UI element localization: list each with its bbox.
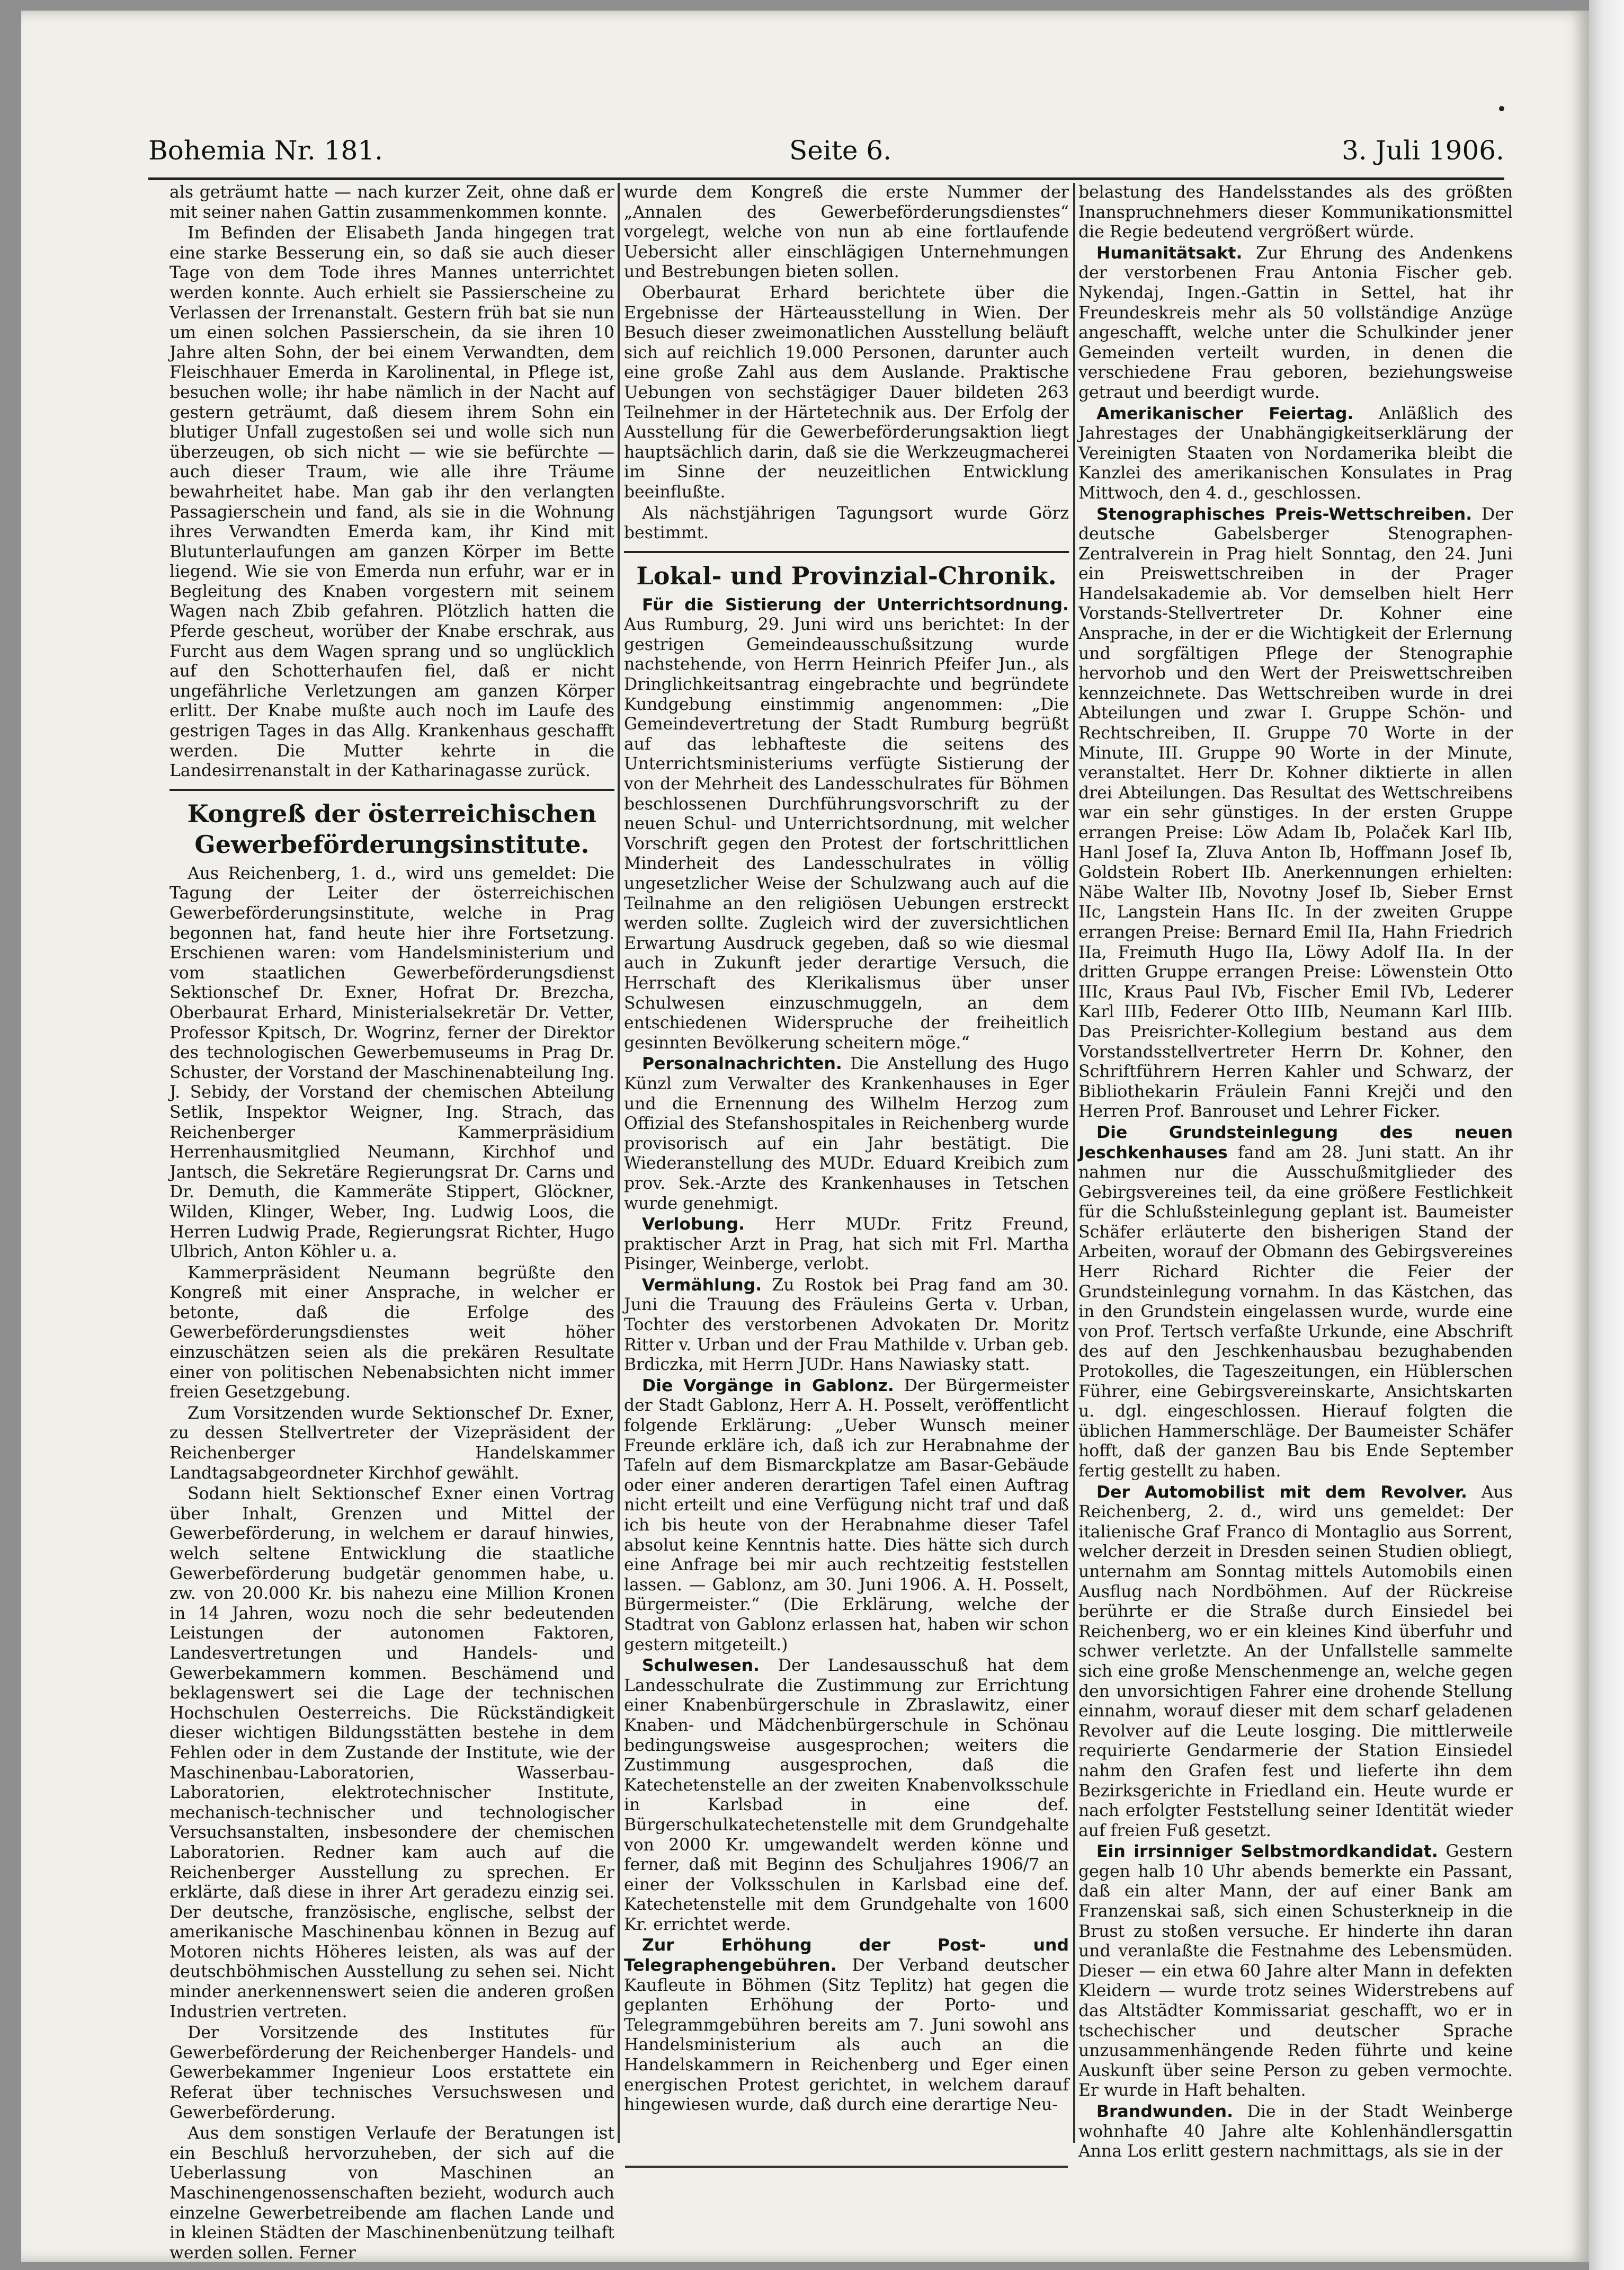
article-text: Aus dem sonstigen Verlaufe der Beratungen ist ein Beschluß hervorzuheben, der sich auf die Ueberlassung von Maschinen an Maschinengenossenschaften bezieht, wodurch auch einzelne Gewerbetreibende am flachen Lande und in kleinen Städten der Maschinenbenützung teilhaft werden sollen. Ferner <box>169 2124 614 2263</box>
article-paragraph <box>1078 1123 1513 1482</box>
section-rule <box>169 789 614 791</box>
article-text: Gestern gegen halb 10 Uhr abends bemerkte ein Passant, daß ein alter Mann, der auf einer Bank am Franzenskai saß, sich einen Schusterkneip in die Brust zu stoßen versuche. Er hinderte ihn daran und veranlaßte die Festnahme des Lebensmüden. Dieser — ein etwa 60 Jahre alter Mann in defekten Kleidern — wurde trotz seines Widerstrebens auf das Altstädter Kommissariat geschafft, wo er in tschechischer und deutscher Sprache unzusammenhängende Reden führte und keine Auskunft über seine Person zu geben vermochte. Er wurde in Haft behalten. <box>1078 1842 1513 2100</box>
article-paragraph <box>1078 183 1513 243</box>
column-3 <box>1078 183 1513 2164</box>
article-paragraph <box>169 1263 614 1403</box>
page-header <box>148 135 1504 177</box>
article-headline: Verlobung. <box>642 1215 745 1234</box>
article-text: wurde dem Kongreß die erste Nummer der „Annalen des Gewerbeförderungsdienstes“ vorgelegt, welche von nun ab eine fortlaufende Uebersicht aller einschlägigen Unternehmungen und Bestrebungen bieten sollen. <box>624 183 1069 282</box>
article-paragraph <box>169 224 614 781</box>
section-rule <box>624 551 1069 553</box>
article-headline: Amerikanischer Feiertag. <box>1096 404 1354 423</box>
section-heading: Lokal- und Provinzial-Chronik. <box>636 561 1057 590</box>
article-text: Zum Vorsitzenden wurde Sektionschef Dr. Exner, zu dessen Stellvertreter der Vizepräsident der Reichenberger Handelskammer Landtagsabgeordneter Kirchhof gewählt. <box>169 1403 614 1483</box>
column-1 <box>169 183 614 2263</box>
article-text: als geträumt hatte — nach kurzer Zeit, ohne daß er mit seiner nahen Gattin zusammenkommen konnte. <box>169 183 614 222</box>
article-paragraph <box>624 1276 1069 1375</box>
header-masthead: Bohemia Nr. 181. <box>148 135 383 166</box>
article-paragraph <box>624 283 1069 503</box>
article-text: Der Verband deutscher Kaufleute in Böhmen (Sitz Teplitz) hat gegen die geplanten Erhöhung der Porto- und Telegrammgebühren bereits am 7. Juni sowohl ans Handelsministerium als auch an die Handelskammern in Reichenberg und Eger einen energischen Protest gerichtet, in welchem darauf hingewiesen wurde, daß durch eine derartige Neu- <box>624 1956 1069 2115</box>
article-paragraph <box>169 1404 614 1483</box>
article-headline: Die Vorgänge in Gablonz. <box>642 1376 894 1395</box>
article-paragraph <box>169 183 614 222</box>
article-paragraph <box>624 1376 1069 1655</box>
article-headline: Personalnachrichten. <box>642 1054 842 1074</box>
article-paragraph <box>624 1215 1069 1275</box>
header-rule <box>148 177 1504 180</box>
article-text: Oberbaurat Erhard berichtete über die Ergebnisse der Härteausstellung in Wien. Der Besuch dieser zweimonatlichen Ausstellung beläuft sich auf reichlich 19.000 Personen, darunter auch eine große Zahl aus dem Auslande. Praktische Uebungen von sechstägiger Dauer bildeten 263 Teilnehmer in der Härtetechnik aus. Der Erfolg der Ausstellung für die Gewerbeförderungsaktion liegt hauptsächlich darin, daß sie die Werkzeugmacherei im Sinne der neuzeitlichen Entwicklung beeinflußte. <box>624 283 1069 502</box>
article-paragraph <box>624 1054 1069 1214</box>
article-paragraph <box>1078 404 1513 504</box>
column-divider <box>1073 183 1075 2143</box>
page-edge-shadow <box>1589 0 1624 2270</box>
article-paragraph <box>1078 1483 1513 1841</box>
article-text: Sodann hielt Sektionschef Exner einen Vortrag über Inhalt, Grenzen und Mittel der Gewerbeförderung, in welchem er darauf hinwies, welch seltene Entwicklung die staatliche Gewerbeförderung budgetär genommen habe, u. zw. von 20.000 Kr. bis nahezu eine Million Kronen in 14 Jahren, wozu noch die sehr bedeutenden Leistungen der autonomen Faktoren, Landesvertretungen und Handels- und Gewerbekammern kommen. Beschämend und beklagenswert sei die Lage der technischen Hochschulen Oesterreichs. Die Rückständigkeit dieser wichtigen Bildungsstätten bestehe in dem Fehlen oder in dem Zustande der Institute, wie der Maschinenbau-Laboratorien, Wasserbau-Laboratorien, elektrotechnischer Institute, mechanisch-technischer und technologischer Versuchsanstalten, insbesondere der chemischen Laboratorien. Redner kam auch auf die Reichenberger Ausstellung zu sprechen. Er erklärte, daß diese in ihrer Art geradezu einzig sei. Der deutsche, französische, englische, selbst der amerikanische Maschinenbau können in Bezug auf Motoren nichts Höheres leisten, als was auf der deutschböhmischen Ausstellung zu sehen sei. Nicht minder anerkennenswert seien die anderen großen Industrien vertreten. <box>169 1484 614 2022</box>
article-text: Der Vorsitzende des Institutes für Gewerbeförderung der Reichenberger Handels- und Gewerbekammer Ingenieur Loos erstattete ein Referat über technisches Versuchswesen und Gewerbeförderung. <box>169 2023 614 2122</box>
article-text: Die Anstellung des Hugo Künzl zum Verwalter des Krankenhauses in Eger und die Ernennung des Wilhelm Herzog zum Offizial des Stefanshospitales in Reichenberg wurde provisorisch auf ein Jahr bestätigt. Die Wiederanstellung des MUDr. Eduard Kreibich zum prov. Sek.-Arzte des Krankenhauses in Tetschen wurde genehmigt. <box>624 1054 1069 1213</box>
article-paragraph <box>624 595 1069 1054</box>
article-paragraph <box>1078 244 1513 403</box>
article-text: Aus Rumburg, 29. Juni wird uns berichtet: In der gestrigen Gemeindeausschußsitzung wurde nachstehende, von Herrn Heinrich Pfeifer Jun., als Dringlichkeitsantrag eingebrachte und begründete Kundgebung einstimmig angenommen: „Die Gemeindevertretung der Stadt Rumburg begrüßt auf das lebhafteste die seitens des Unterrichtsministeriums verfügte Sistierung der von der Mehrheit des Landesschulrates für Böhmen beschlossenen Durchführungsvorschrift zu der neuen Schul- und Unterrichtsordnung, mit welcher Vorschrift gegen den Protest der fortschrittlichen Minderheit des Landesschulrates in völlig ungesetzlicher Weise der Schulzwang auch auf die Teilnahme an den religiösen Uebungen erstreckt werden sollte. Zugleich wird der zuversichtlichen Erwartung Ausdruck gegeben, daß so wie diesmal auch in Zukunft jeder derartige Versuch, die Herrschaft des Klerikalismus über unser Schulwesen einzuschmuggeln, an dem entschiedenen Widerspruche der freiheitlich gesinnten Bevölkerung scheitern möge.“ <box>624 615 1069 1053</box>
article-headline: Humanitätsakt. <box>1096 243 1243 263</box>
article-text: Zur Ehrung des Andenkens der verstorbenen Frau Antonia Fischer geb. Nykendaj, Ingen.-Gattin in Settel, hat ihr Freundeskreis mehr als 50 vollständige Anzüge angeschafft, welche unter die Schulkinder jener Gemeinden verteilt wurden, in denen die verschiedene Frau geboren, beziehungsweise getraut und beerdigt wurde. <box>1078 243 1513 402</box>
article-headline: Stenographisches Preis-Wettschreiben. <box>1096 504 1473 524</box>
column-divider <box>618 183 620 2143</box>
column-end-rule <box>625 2166 1068 2168</box>
article-paragraph <box>169 2023 614 2123</box>
article-text: Der Bürgermeister der Stadt Gablonz, Herr A. H. Posselt, veröffentlicht folgende Erklärung: „Ueber Wunsch meiner Freunde erkläre ich, daß ich zur Herabnahme der Tafeln auf dem Bismarckplatze am Basar-Gebäude oder einer anderen derartigen Tafel einen Auftrag nicht erteilt und eine Verfügung nicht traf und daß ich bis heute von der Herabnahme dieser Tafel absolut keine Kenntnis hatte. Dies hätte sich durch eine Anfrage bei mir auch rechtzeitig feststellen lassen. — Gablonz, am 30. Juni 1906. A. H. Posselt, Bürgermeister.“ (Die Erklärung, welche der Stadtrat von Gablonz erlassen hat, haben wir schon gestern mitgeteilt.) <box>624 1376 1069 1654</box>
article-text: belastung des Handelsstandes als des größten Inanspruchnehmers dieser Kommunikationsmittel die Regie bedeutend vergrößert würde. <box>1078 183 1513 242</box>
column-2 <box>624 183 1069 2164</box>
header-date: 3. Juli 1906. <box>1342 135 1504 166</box>
article-text: Aus Reichenberg, 2. d., wird uns gemeldet: Der italienische Graf Franco di Montaglio aus Sorrent, welcher derzeit in Dresden seinen Studien obliegt, unternahm am Sonntag mittels Automobils einen Ausflug nach Nordböhmen. Auf der Rückreise berührte er die Straße durch Einsiedel bei Reichenberg, wo er ein kleines Kind überfuhr und schwer verletzte. An der Unfallstelle sammelte sich eine große Menschenmenge an, welche gegen den unvorsichtigen Fahrer eine drohende Stellung einnahm, worauf dieser mit dem scharf geladenen Revolver auf die Leute losging. Die mittlerweile requirierte Gendarmerie der Station Einsiedel nahm den Grafen fest und lieferte ihn dem Bezirksgerichte in Friedland ein. Heute wurde er nach erfolgter Feststellung seiner Identität wieder auf freien Fuß gesetzt. <box>1078 1482 1513 1840</box>
article-paragraph <box>624 183 1069 282</box>
article-headline: Vermählung. <box>642 1275 762 1295</box>
article-text: Herr MUDr. Fritz Freund, praktischer Arzt in Prag, hat sich mit Frl. Martha Pisinger, Weinberge, verlobt. <box>624 1215 1069 1274</box>
article-headline: Die Grundsteinlegung des neuen Jeschkenhauses <box>1078 1123 1513 1162</box>
article-headline: Brandwunden. <box>1096 2102 1234 2121</box>
article-headline: Ein irrsinniger Selbstmordkandidat. <box>1096 1842 1438 1862</box>
article-text: Anläßlich des Jahrestages der Unabhängigkeitserklärung der Vereinigten Staaten von Nordamerika bleibt die Kanzlei des amerikanischen Konsulates in Prag Mittwoch, den 4. d., geschlossen. <box>1078 404 1513 503</box>
article-headline: Der Automobilist mit dem Revolver. <box>1096 1482 1467 1502</box>
article-headline: Schulwesen. <box>642 1656 760 1676</box>
article-text: Zu Rostok bei Prag fand am 30. Juni die Trauung des Fräuleins Gerta v. Urban, Tochter des verstorbenen Advokaten Dr. Moritz Ritter v. Urban und der Frau Mathilde v. Urban geb. Brdiczka, mit Herrn JUDr. Hans Nawiasky statt. <box>624 1275 1069 1375</box>
article-text: Aus Reichenberg, 1. d., wird uns gemeldet: Die Tagung der Leiter der österreichischen Gewerbeförderungsinstitute, welche in Prag begonnen hat, fand heute hier ihre Fortsetzung. Erschienen waren: vom Handelsministerium und vom staatlichen Gewerbeförderungsdienst Sektionschef Dr. Exner, Hofrat Dr. Brezcha, Oberbaurat Erhard, Ministerialsekretär Dr. Vetter, Professor Kpitsch, Dr. Wogrinz, ferner der Direktor des technologischen Gewerbemuseums in Prag Dr. Schuster, der Vorstand der Maschinenabteilung Ing. J. Sebidy, der Vorstand der chemischen Abteilung Setlik, Inspektor Weigner, Ing. Strach, das Reichenberger Kammerpräsidium Herrenhausmitglied Neumann, Kirchhof und Jantsch, die Sekretäre Regierungsrat Dr. Carns und Dr. Demuth, die Kammeräte Stippert, Glöckner, Wilden, Klinger, Weber, Ing. Ludwig Loos, die Herren Ludwig Prade, Regierungsrat Richter, Hugo Ulbrich, Anton Köhler u. a. <box>169 864 614 1262</box>
article-paragraph <box>624 504 1069 544</box>
section-heading: Kongreß der österreichischen Gewerbeförderungsinstitute. <box>187 799 597 859</box>
article-text: Der deutsche Gabelsberger Stenographen-Zentralverein in Prag hielt Sonntag, den 24. Juni ein Preiswettschreiben in der Prager Handelsakademie ab. Vor demselben hielt Herr Vorstands-Stellvertreter Dr. Kohner eine Ansprache, in der er die Wichtigkeit der Erlernung und sorgfältigen Pflege der Stenographie hervorhob und den Wert der Preiswettschreiben kennzeichnete. Das Wettschreiben wurde in drei Abteilungen und zwar I. Gruppe Schön- und Rechtschreiben, II. Gruppe 70 Worte in der Minute, III. Gruppe 90 Worte in der Minute, veranstaltet. Herr Dr. Kohner diktierte in allen drei Abteilungen. Das Resultat des Wettschreibens war ein sehr günstiges. In der ersten Gruppe errangen Preise: Löw Adam Ib, Polaček Karl IIb, Hanl Josef Ia, Zluva Anton Ib, Hoffmann Josef Ib, Goldstein Robert IIb. Anerkennungen erhielten: Näbe Walter IIb, Novotny Josef Ib, Sieber Ernst IIc, Langstein Hans IIc. In der zweiten Gruppe errangen Preise: Bernard Emil IIa, Hahn Friedrich IIa, Freimuth Hugo IIa, Löwy Adolf IIa. In der dritten Gruppe errangen Preise: Löwenstein Otto IIIc, Kraus Paul IVb, Fischer Emil IVb, Lederer Karl IIIb, Federer Otto IIIb, Neumann Karl IIIb. Das Preisrichter-Kollegium bestand aus dem Vorstandsstellvertreter Herrn Dr. Kohner, den Schriftführern Herren Kahler und Schwarz, der Bibliothekarin Fräulein Fanni Krejči und den Herren Prof. Banrouset und Lehrer Ficker. <box>1078 504 1513 1121</box>
article-paragraph <box>1078 505 1513 1122</box>
article-text: Die in der Stadt Weinberge wohnhafte 40 Jahre alte Kohlenhändlersgattin Anna Los erlitt gestern nachmittags, als sie in der <box>1078 2102 1513 2161</box>
article-text: Der Landesausschuß hat dem Landesschulrate die Zustimmung zur Errichtung einer Knabenbürgerschule in Zbraslawitz, einer Knaben- und Mädchenbürgerschule in Schönau bedingungsweise ausgesprochen; weiters die Zustimmung ausgesprochen, daß die Katechetenstelle an der zweiten Knabenvolksschule in Karlsbad in eine def. Bürgerschulkatechetenstelle mit dem Grundgehalte von 2000 Kr. umgewandelt werden könne und ferner, daß mit Beginn des Schuljahres 1906/7 an einer der Volksschulen in Karlsbad eine def. Katechetenstelle mit dem Grundgehalte von 1600 Kr. errichtet werde. <box>624 1656 1069 1934</box>
ink-speck <box>1499 106 1504 111</box>
article-paragraph <box>169 864 614 1262</box>
article-text: Kammerpräsident Neumann begrüßte den Kongreß mit einer Ansprache, in welcher er betonte, daß die Erfolge des Gewerbeförderungsdienstes weit höher einzuschätzen seien als die prekären Resultate einer von politischen Nebenabsichten nicht immer freien Gesetzgebung. <box>169 1263 614 1402</box>
article-paragraph <box>624 1936 1069 2115</box>
article-text: fand am 28. Juni statt. An ihr nahmen nur die Ausschußmitglieder des Gebirgsvereines teil, da eine größere Festlichkeit für die Schlußsteinlegung geplant ist. Baumeister Schäfer erläuterte den bisherigen Stand der Arbeiten, worauf der Obmann des Gebirgsvereines Herr Richard Richter die Feier der Grundsteinlegung vornahm. In das Kästchen, das in den Grundstein eingelassen wurde, wurde eine von Prof. Tertsch verfaßte Urkunde, eine Abschrift des auf den Jeschkenhausbau bezughabenden Protokolles, die Tageszeitungen, ein Hüblerschen Führer, eine Gebirgsvereinskarte, Ansichtskarten u. dgl. eingeschlossen. Hierauf folgten die üblichen Hammerschläge. Der Baumeister Schäfer hofft, daß der ganzen Bau bis Ende September fertig gestellt zu haben. <box>1078 1143 1513 1481</box>
article-headline: Zur Erhöhung der Post- und Telegraphengebühren. <box>624 1936 1069 1975</box>
header-page-number: Seite 6. <box>789 135 892 166</box>
article-text: Im Befinden der Elisabeth Janda hingegen trat eine starke Besserung ein, so daß sie auch dieser Tage von dem Tode ihres Mannes unterrichtet werden konnte. Auch erhielt sie Passierscheine zu Verlassen der Irrenanstalt. Gestern früh bat sie nun um einen solchen Passierschein, da sie ihren 10 Jahre alten Sohn, der bei einem Verwandten, dem Fleischhauer Emerda in Karolinental, in Pflege ist, besuchen wolle; ihr habe nämlich in der Nacht auf gestern geträumt, daß diesem ihrem Sohn ein blutiger Unfall zugestoßen sei und wolle sich nun überzeugen, ob sich nicht — wie sie befürchte — auch dieser Traum, wie alle ihre Träume bewahrheitet habe. Man gab ihr den verlangten Passagierschein und fand, als sie in die Wohnung ihres Verwandten Emerda kam, ihr Kind mit Blutunterlaufungen am ganzen Körper im Bette liegend. Wie sie von Emerda nun erfuhr, war er in Begleitung des Knaben vorgestern mit seinem Wagen nach Zbib gefahren. Plötzlich hatten die Pferde gescheut, worüber der Knabe erschrak, aus Furcht aus dem Wagen sprang und so unglücklich auf den Schotterhaufen fiel, daß er nicht ungefährliche Verletzungen am ganzen Körper erlitt. Der Knabe mußte auch noch im Laufe des gestrigen Tages in das Allg. Krankenhaus geschafft werden. Die Mutter kehrte in die Landesirrenanstalt in der Katharinagasse zurück. <box>169 224 614 781</box>
article-headline: Für die Sistierung der Unterrichtsordnung. <box>642 595 1069 615</box>
article-paragraph <box>624 1656 1069 1935</box>
article-paragraph <box>1078 2102 1513 2162</box>
article-paragraph <box>1078 1842 1513 2101</box>
article-paragraph <box>169 1484 614 2022</box>
article-paragraph <box>169 2124 614 2263</box>
article-text: Als nächstjährigen Tagungsort wurde Görz bestimmt. <box>624 503 1069 543</box>
